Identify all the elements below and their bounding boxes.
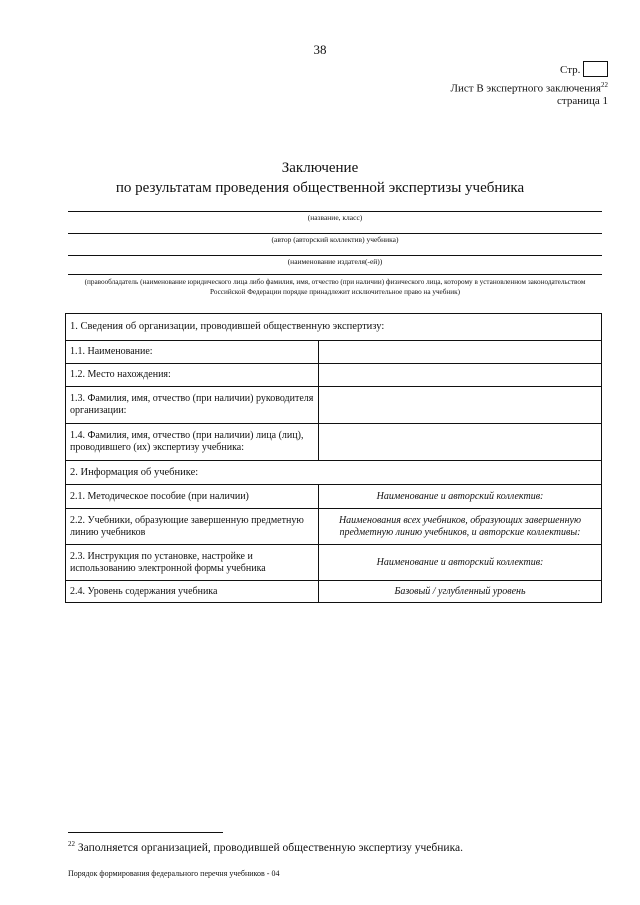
field-line-rightholder xyxy=(68,274,602,275)
table-section-row xyxy=(66,461,602,485)
page-footer: Порядок формирования федерального перечня учебников - 04 xyxy=(68,869,280,878)
row-value xyxy=(319,341,602,364)
sub-page-label: страница 1 xyxy=(557,95,608,107)
page-label: Стр. xyxy=(560,64,581,76)
field-caption-author: (автор (авторский коллектив) учебника) xyxy=(271,235,399,244)
row-label: 1.2. Место нахождения: xyxy=(66,364,319,387)
page-number: 38 xyxy=(313,42,327,57)
table-row xyxy=(66,387,602,424)
footnote-number: 22 xyxy=(68,840,75,848)
table-row xyxy=(66,581,602,603)
page-number-box xyxy=(583,61,608,77)
expertise-table xyxy=(65,313,602,603)
sheet-label xyxy=(451,81,608,95)
table-row xyxy=(66,424,602,461)
row-value xyxy=(319,424,602,461)
section-1-header: 1. Сведения об организации, проводившей общественную экспертизу: xyxy=(66,314,602,341)
row-value xyxy=(319,387,602,424)
row-label: 2.1. Методическое пособие (при наличии) xyxy=(66,485,319,509)
row-label: 1.3. Фамилия, имя, отчество (при наличии) руководителя организации: xyxy=(66,387,319,424)
field-caption-publisher: (наименование издателя(-ей)) xyxy=(287,257,383,266)
footnote-separator xyxy=(68,832,223,833)
row-value: Наименование и авторский коллектив: xyxy=(319,545,602,581)
row-label: 2.2. Учебники, образующие завершенную предметную линию учебников xyxy=(66,509,319,545)
field-line-author xyxy=(68,233,602,234)
table-row xyxy=(66,485,602,509)
document-title: Заключение xyxy=(281,160,359,176)
section-2-header: 2. Информация об учебнике: xyxy=(66,461,602,485)
footnote xyxy=(68,840,463,854)
row-value: Наименование и авторский коллектив: xyxy=(319,485,602,509)
row-label: 1.1. Наименование: xyxy=(66,341,319,364)
sheet-text: Лист В экспертного заключения xyxy=(450,82,601,95)
footnote-text: Заполняется организацией, проводившей общественную экспертизу учебника. xyxy=(77,841,463,854)
field-caption-rightholder: (правообладатель (наименование юридического лица либо фамилия, имя, отчество (при наличии) физического лица, которому в установленном законодательством Российской Федерации порядке принадлежит исключительное право на учебник) xyxy=(84,278,586,296)
document-subtitle: по результатам проведения общественной экспертизы учебника xyxy=(115,180,525,196)
table-row xyxy=(66,341,602,364)
row-value xyxy=(319,364,602,387)
table-row xyxy=(66,509,602,545)
field-line-title xyxy=(68,211,602,212)
row-value: Наименования всех учебников, образующих завершенную предметную линию учебников, и авторские коллективы: xyxy=(319,509,602,545)
row-label: 1.4. Фамилия, имя, отчество (при наличии) лица (лиц), проводившего (их) экспертизу учебника: xyxy=(66,424,319,461)
sheet-footnote-ref: 22 xyxy=(601,81,608,89)
field-line-publisher xyxy=(68,255,602,256)
row-value: Базовый / углубленный уровень xyxy=(319,581,602,603)
field-caption-title: (название, класс) xyxy=(307,213,363,222)
row-label: 2.3. Инструкция по установке, настройке и использованию электронной формы учебника xyxy=(66,545,319,581)
table-row xyxy=(66,364,602,387)
row-label: 2.4. Уровень содержания учебника xyxy=(66,581,319,603)
table-section-row xyxy=(66,314,602,341)
table-row xyxy=(66,545,602,581)
